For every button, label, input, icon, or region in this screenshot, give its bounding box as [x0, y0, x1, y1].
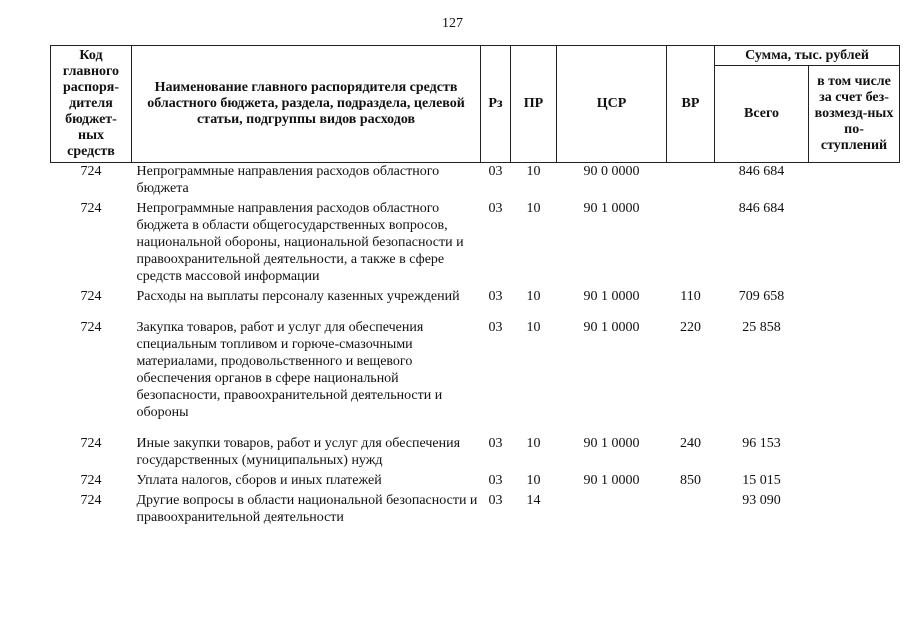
cell-total: 846 684	[738, 201, 785, 216]
cell-vr	[667, 200, 715, 288]
cell-total: 93 090	[742, 493, 781, 508]
header-rz: Рз	[481, 46, 511, 163]
cell-csr: 90 1 0000	[583, 436, 640, 451]
table-row	[51, 200, 900, 288]
header-total: Всего	[715, 66, 809, 163]
cell-grant	[809, 319, 900, 435]
table-row	[51, 319, 900, 435]
cell-vr: 110	[680, 289, 701, 304]
cell-grant	[809, 492, 900, 529]
cell-rz: 03	[488, 201, 503, 216]
header-pr: ПР	[511, 46, 557, 163]
cell-vr	[667, 492, 715, 529]
cell-name: Уплата налогов, сборов и иных платежей	[136, 473, 382, 488]
cell-code: 724	[80, 201, 102, 216]
cell-pr: 10	[526, 201, 541, 216]
cell-csr: 90 1 0000	[583, 320, 640, 335]
cell-grant	[809, 288, 900, 319]
header-csr: ЦСР	[557, 46, 667, 163]
table-row	[51, 288, 900, 319]
cell-vr	[667, 163, 715, 201]
cell-pr: 14	[526, 493, 541, 508]
cell-pr: 10	[526, 289, 541, 304]
cell-total: 25 858	[742, 320, 781, 335]
cell-pr: 10	[526, 320, 541, 335]
cell-csr: 90 0 0000	[583, 164, 640, 179]
cell-rz: 03	[488, 320, 503, 335]
table-row	[51, 492, 900, 529]
header-sum: Сумма, тыс. рублей	[715, 46, 900, 66]
header-code: Код главного распоря-дителя бюджет-ных средств	[51, 46, 132, 163]
cell-csr: 90 1 0000	[583, 289, 640, 304]
cell-code: 724	[80, 436, 102, 451]
cell-csr: 90 1 0000	[583, 473, 640, 488]
table-row	[51, 472, 900, 492]
cell-pr: 10	[526, 164, 541, 179]
cell-name: Другие вопросы в области национальной безопасности и правоохранительной деятельности	[136, 493, 478, 525]
cell-vr: 240	[680, 436, 701, 451]
cell-csr: 90 1 0000	[583, 201, 640, 216]
cell-rz: 03	[488, 164, 503, 179]
cell-code: 724	[80, 289, 102, 304]
cell-vr: 850	[680, 473, 701, 488]
cell-code: 724	[80, 493, 102, 508]
page-number: 127	[442, 16, 463, 31]
cell-total: 15 015	[742, 473, 781, 488]
header-grant: в том числе за счет без-возмезд-ных по-ступлений	[809, 66, 900, 163]
cell-csr	[557, 492, 667, 529]
cell-code: 724	[80, 320, 102, 335]
budget-table	[50, 45, 900, 529]
cell-rz: 03	[488, 493, 503, 508]
cell-grant	[809, 200, 900, 288]
header-name: Наименование главного распорядителя средств областного бюджета, раздела, подраздела, целевой статьи, подгруппы видов расходов	[132, 46, 481, 163]
cell-name: Непрограммные направления расходов областного бюджета в области общегосударственных вопросов, национальной обороны, национальной безопасности и правоохранительной деятельности, а также в сфере средств массовой информации	[136, 201, 464, 284]
cell-rz: 03	[488, 289, 503, 304]
cell-name: Непрограммные направления расходов областного бюджета	[136, 164, 440, 196]
cell-pr: 10	[526, 473, 541, 488]
cell-total: 709 658	[738, 289, 785, 304]
cell-rz: 03	[488, 436, 503, 451]
cell-grant	[809, 472, 900, 492]
table-row	[51, 163, 900, 201]
cell-code: 724	[80, 473, 102, 488]
cell-name: Расходы на выплаты персоналу казенных учреждений	[136, 289, 460, 304]
cell-name: Иные закупки товаров, работ и услуг для обеспечения государственных (муниципальных) нужд	[136, 436, 461, 468]
table-header	[51, 46, 900, 163]
table-row	[51, 435, 900, 472]
cell-name: Закупка товаров, работ и услуг для обеспечения специальным топливом и горюче-смазочными материалами, продовольственного и вещевого обеспечения органов в сфере национальной безопасности, правоохранительной деятельности и обороны	[136, 320, 443, 420]
cell-grant	[809, 435, 900, 472]
cell-grant	[809, 163, 900, 201]
cell-total: 846 684	[738, 164, 785, 179]
cell-vr: 220	[680, 320, 701, 335]
cell-code: 724	[80, 164, 102, 179]
cell-rz: 03	[488, 473, 503, 488]
header-vr: ВР	[667, 46, 715, 163]
cell-pr: 10	[526, 436, 541, 451]
cell-total: 96 153	[742, 436, 781, 451]
table-body	[51, 163, 900, 530]
